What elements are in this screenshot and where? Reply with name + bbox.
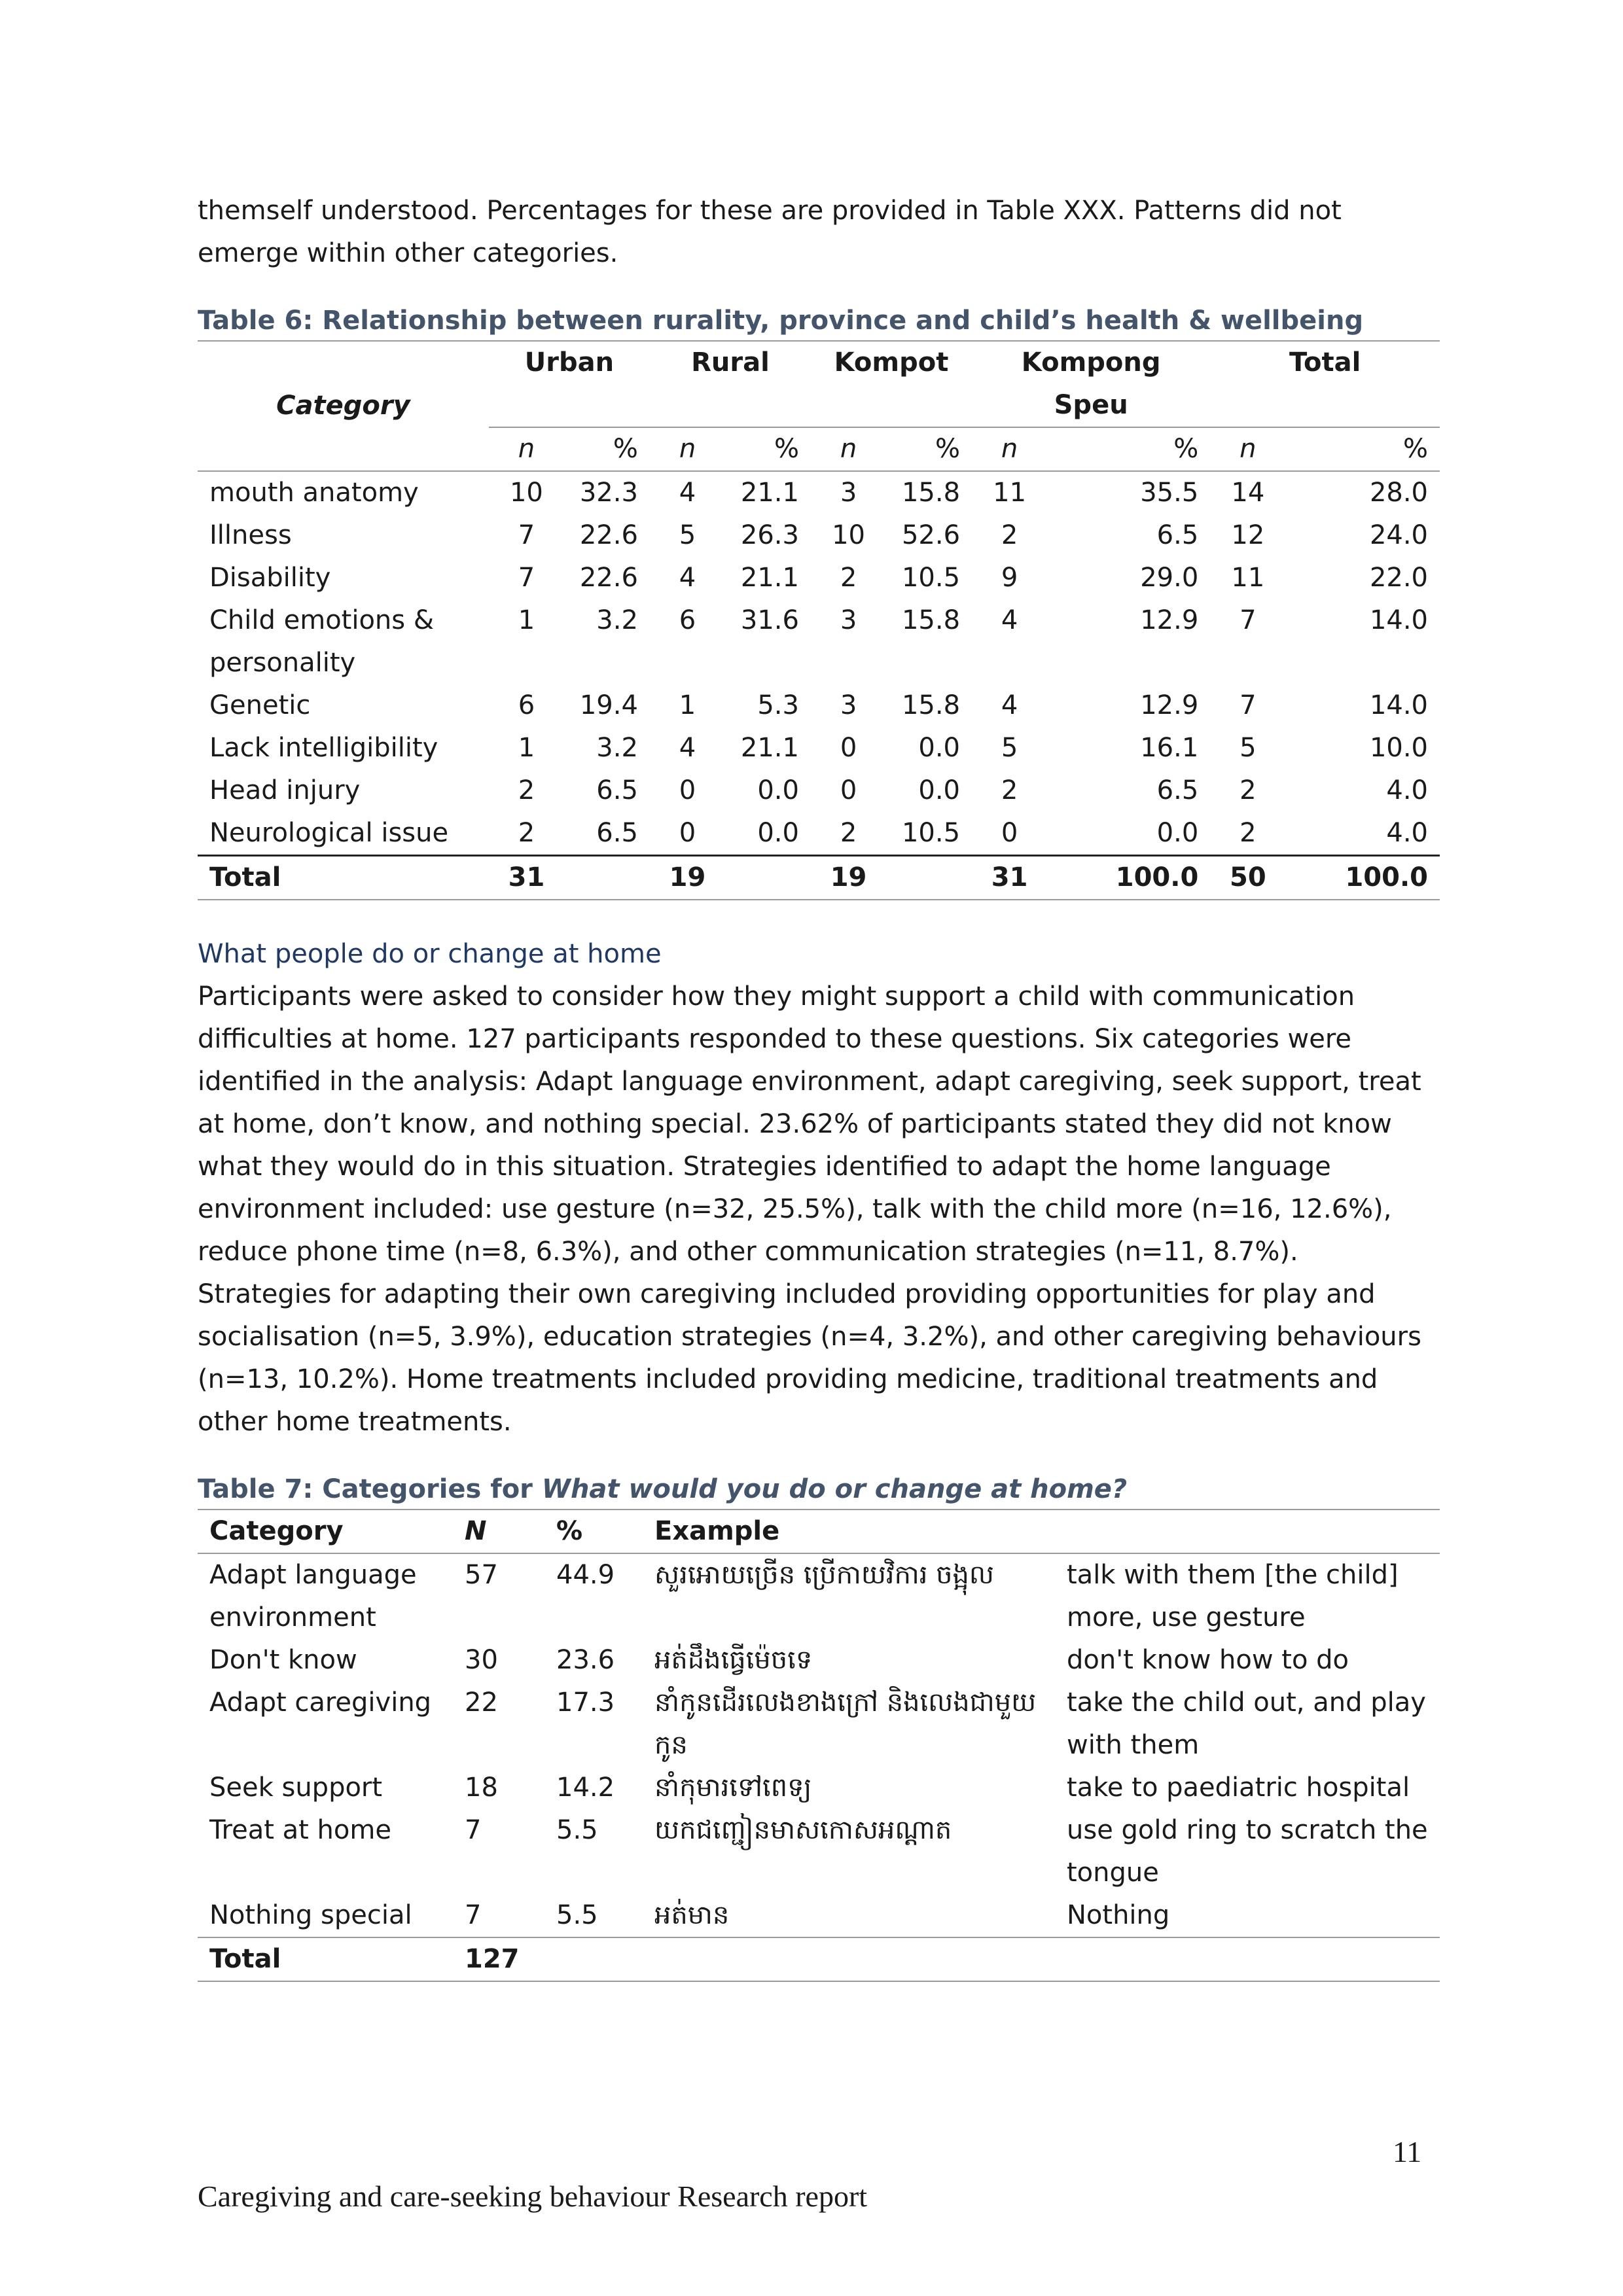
table6-n-cell: 5 <box>1240 733 1257 763</box>
table7-pct-cell: 44.9 <box>556 1560 615 1590</box>
table6-n-cell: 0 <box>679 818 696 848</box>
table7-caption-prefix: Table 7: Categories for <box>198 1474 542 1504</box>
table7-header-n: N <box>453 1510 544 1553</box>
table6-pct-cell: 12.9 <box>1140 690 1199 720</box>
table7-pct-cell: 5.5 <box>556 1900 598 1930</box>
table7-body <box>198 1553 1440 1981</box>
table7-caption <box>198 1470 1440 1509</box>
table6-group-header: Rural <box>650 341 811 427</box>
table6-pct-cell: 3.2 <box>596 733 638 763</box>
table6-body <box>198 471 1440 900</box>
table7-n-cell: 57 <box>465 1560 498 1590</box>
table6-pct-cell: 29.0 <box>1140 563 1199 593</box>
table-row <box>198 1682 1440 1767</box>
table6-row-label: Neurological issue <box>209 818 449 848</box>
page-number: 11 <box>1393 2135 1422 2168</box>
table6-pct-header: % <box>1047 427 1210 471</box>
table7-pct-cell: 14.2 <box>556 1773 615 1803</box>
table6-group-header: Total <box>1210 341 1440 427</box>
section-paragraph: Participants were asked to consider how they might support a child with communication difficulties at home. 127 participants responded to these questions. Six categories were identified in the analysis: Adapt language environment, adapt caregiving, seek support, treat at home, don’t know, and nothing special. 23.62% of participants stated they did not know what they would do in this situation. Strategies identified to adapt the home language environment included: use gesture (n=32, 25.5%), talk with the child more (n=16, 12.6%), reduce phone time (n=8, 6.3%), and other communication strategies (n=11, 8.7%). Strategies for adapting their own caregiving included providing opportunities for play and socialisation (n=5, 3.9%), education strategies (n=4, 3.2%), and other caregiving behaviours (n=13, 10.2%). Home treatments included providing medicine, traditional treatments and other home treatments. <box>198 981 1421 1437</box>
table6-pct-cell: 32.3 <box>579 478 638 508</box>
table7-total-row <box>198 1937 1440 1981</box>
table-row <box>198 599 1440 684</box>
table6-row-label: Total <box>198 856 489 900</box>
table7-english-example: talk with them [the child] more, use gesture <box>1067 1560 1399 1633</box>
table7-english-example: use gold ring to scratch the tongue <box>1067 1815 1428 1888</box>
table6-row-label: Child emotions & personality <box>209 605 435 678</box>
table6-pct-cell: 14.0 <box>1369 690 1428 720</box>
table6-n-cell: 2 <box>1240 818 1257 848</box>
table6-n-cell: 10 <box>509 478 543 508</box>
table7-category-cell: Seek support <box>209 1773 383 1803</box>
table7-category-cell: Don't know <box>209 1645 357 1675</box>
table6-pct-cell: 0.0 <box>918 775 961 805</box>
table6-n-cell: 19 <box>650 856 725 900</box>
table7-khmer-example: អត់មាន <box>654 1900 730 1930</box>
table6-pct-cell: 15.8 <box>901 605 961 635</box>
table7-english-example: take to paediatric hospital <box>1067 1773 1410 1803</box>
table7-n-cell: 7 <box>465 1815 482 1845</box>
table6-n-cell: 7 <box>518 520 535 550</box>
table6-pct-cell: 4.0 <box>1386 818 1428 848</box>
table6-pct-cell: 35.5 <box>1140 478 1199 508</box>
table-row <box>198 812 1440 856</box>
table6-n-cell: 4 <box>679 563 696 593</box>
table6-total-row <box>198 856 1440 900</box>
table7-khmer-example: អត់ដឹងធ្វើម៉េចទេ <box>654 1645 813 1675</box>
table6-n-cell: 11 <box>1231 563 1265 593</box>
table6-pct-cell: 15.8 <box>901 478 961 508</box>
document-page <box>198 190 1440 1982</box>
table6-row-label: Disability <box>209 563 331 593</box>
table6-n-cell: 1 <box>518 605 535 635</box>
table7-category-cell: Adapt caregiving <box>209 1687 432 1718</box>
table6-n-cell: 2 <box>1001 520 1018 550</box>
table6-n-header: n <box>1210 427 1285 471</box>
table6-row-label: Genetic <box>209 690 311 720</box>
table6-pct-cell: 19.4 <box>579 690 638 720</box>
table6-pct-cell: 21.1 <box>740 733 799 763</box>
table-row <box>198 471 1440 514</box>
table7-english-example: don't know how to do <box>1067 1645 1349 1675</box>
table7-category-cell: Adapt language environment <box>209 1560 417 1633</box>
table-row <box>198 1639 1440 1682</box>
table-row <box>198 769 1440 812</box>
table6-n-cell: 6 <box>518 690 535 720</box>
table7-caption-question: What would you do or change at home? <box>541 1474 1128 1504</box>
table7-n-cell: 18 <box>465 1773 498 1803</box>
table-row <box>198 1809 1440 1894</box>
table7-category-cell: Nothing special <box>209 1900 412 1930</box>
table6-row-label: Head injury <box>209 775 361 805</box>
table6-pct-cell: 6.5 <box>1156 520 1199 550</box>
table7-total-label: Total <box>198 1937 453 1981</box>
table6-pct-cell: 100.0 <box>1047 856 1210 900</box>
table6-n-cell: 31 <box>489 856 564 900</box>
table6-pct-cell: 0.0 <box>757 818 799 848</box>
table6-row-label: mouth anatomy <box>209 478 419 508</box>
table6-n-cell: 14 <box>1231 478 1265 508</box>
table6-n-cell: 4 <box>1001 690 1018 720</box>
table6-n-cell: 7 <box>1240 690 1257 720</box>
table7-total-n: 127 <box>453 1937 544 1981</box>
table6-pct-cell: 10.0 <box>1369 733 1428 763</box>
table6-n-cell: 5 <box>679 520 696 550</box>
table6-pct-header: % <box>1285 427 1440 471</box>
table7-khmer-example: យកជញ្ជៀនមាសកោសអណ្តាត <box>654 1815 952 1845</box>
table6-n-cell: 12 <box>1231 520 1265 550</box>
table6-n-cell: 3 <box>840 478 857 508</box>
table6-pct-cell: 52.6 <box>901 520 961 550</box>
table6-group-header: Kompot <box>811 341 972 427</box>
table6-n-cell: 3 <box>840 690 857 720</box>
table7-pct-cell: 5.5 <box>556 1815 598 1845</box>
table7-pct-cell: 17.3 <box>556 1687 615 1718</box>
table6-n-cell: 2 <box>518 818 535 848</box>
table6-pct-cell: 4.0 <box>1386 775 1428 805</box>
table6-pct-cell: 24.0 <box>1369 520 1428 550</box>
table6-n-cell: 3 <box>840 605 857 635</box>
table6-n-cell: 31 <box>972 856 1047 900</box>
table6-n-cell: 2 <box>1240 775 1257 805</box>
table6-n-cell: 9 <box>1001 563 1018 593</box>
table6-pct-cell: 3.2 <box>596 605 638 635</box>
table7 <box>198 1509 1440 1982</box>
table7-n-cell: 30 <box>465 1645 498 1675</box>
table6-pct-cell: 6.5 <box>596 818 638 848</box>
table7-header-pct: % <box>544 1510 643 1553</box>
table7-header-example: Example <box>643 1510 1440 1553</box>
table6-n-cell: 2 <box>840 818 857 848</box>
table7-english-example: Nothing <box>1067 1900 1170 1930</box>
table-row <box>198 684 1440 727</box>
table-row <box>198 1553 1440 1639</box>
table7-total-filler <box>544 1937 1440 1981</box>
table-row <box>198 727 1440 769</box>
table6-n-cell: 4 <box>679 733 696 763</box>
table6-pct-cell: 26.3 <box>740 520 799 550</box>
table6-n-cell: 11 <box>993 478 1027 508</box>
table6-pct-cell: 0.0 <box>757 775 799 805</box>
table6-n-cell: 2 <box>518 775 535 805</box>
table7-khmer-example: នាំកូនដើរលេងខាងក្រៅ និងលេងជាមួយកូន <box>654 1687 1037 1760</box>
table6-category-header: Category <box>198 341 489 471</box>
table6-row-label: Lack intelligibility <box>209 733 438 763</box>
table6-pct-cell: 14.0 <box>1369 605 1428 635</box>
table7-n-cell: 22 <box>465 1687 498 1718</box>
table6-n-cell: 4 <box>1001 605 1018 635</box>
table6-pct-cell: 6.5 <box>1156 775 1199 805</box>
table6-row-label: Illness <box>209 520 292 550</box>
table6-pct-cell: 5.3 <box>757 690 799 720</box>
table6-pct-cell: 22.6 <box>579 563 638 593</box>
footer-title: Caregiving and care-seeking behaviour Research report <box>198 2180 868 2213</box>
intro-paragraph: themself understood. Percentages for these are provided in Table XXX. Patterns did not emerge within other categories. <box>198 196 1342 268</box>
table6-pct-header: % <box>564 427 650 471</box>
table6-n-cell: 4 <box>679 478 696 508</box>
table7-khmer-example: សួរអោយច្រើន ប្រើកាយវិការ ចង្អុល <box>654 1560 994 1590</box>
table6-pct-cell: 6.5 <box>596 775 638 805</box>
table-row <box>198 557 1440 599</box>
table6-pct-cell: 22.6 <box>579 520 638 550</box>
table7-khmer-example: នាំកុមារទៅពេទ្យ <box>654 1773 812 1803</box>
table6-pct-cell: 0.0 <box>918 733 961 763</box>
table6-pct-cell <box>886 856 972 900</box>
table6-pct-cell: 0.0 <box>1156 818 1199 848</box>
table6-group-header: Kompong Speu <box>972 341 1210 427</box>
table-row <box>198 1894 1440 1937</box>
table6-n-header: n <box>650 427 725 471</box>
table6-n-header: n <box>489 427 564 471</box>
table6-pct-header: % <box>725 427 811 471</box>
table6 <box>198 340 1440 900</box>
table6-n-cell: 2 <box>1001 775 1018 805</box>
table6-n-cell: 5 <box>1001 733 1018 763</box>
table6-n-cell: 1 <box>518 733 535 763</box>
table6-n-cell: 1 <box>679 690 696 720</box>
table6-n-cell: 0 <box>840 733 857 763</box>
table-row <box>198 1767 1440 1809</box>
table6-caption: Table 6: Relationship between rurality, province and child’s health & wellbeing <box>198 306 1364 336</box>
table7-pct-cell: 23.6 <box>556 1645 615 1675</box>
table6-pct-cell: 28.0 <box>1369 478 1428 508</box>
table7-header-category: Category <box>198 1510 453 1553</box>
table6-pct-cell: 21.1 <box>740 478 799 508</box>
table7-n-cell: 7 <box>465 1900 482 1930</box>
table6-pct-cell <box>564 856 650 900</box>
table6-n-header: n <box>811 427 886 471</box>
table6-pct-cell: 31.6 <box>740 605 799 635</box>
table6-n-cell: 0 <box>679 775 696 805</box>
table7-category-cell: Treat at home <box>209 1815 391 1845</box>
table6-n-cell: 19 <box>811 856 886 900</box>
table6-pct-cell: 10.5 <box>901 818 961 848</box>
table6-pct-cell: 10.5 <box>901 563 961 593</box>
table6-pct-cell: 21.1 <box>740 563 799 593</box>
table6-n-cell: 0 <box>1001 818 1018 848</box>
table6-n-header: n <box>972 427 1047 471</box>
table6-n-cell: 50 <box>1210 856 1285 900</box>
table6-n-cell: 10 <box>832 520 865 550</box>
table6-n-cell: 7 <box>518 563 535 593</box>
table6-n-cell: 2 <box>840 563 857 593</box>
section-heading: What people do or change at home <box>198 939 662 969</box>
table-row <box>198 514 1440 557</box>
table6-n-cell: 7 <box>1240 605 1257 635</box>
table6-pct-header: % <box>886 427 972 471</box>
table6-pct-cell: 12.9 <box>1140 605 1199 635</box>
table6-pct-cell: 22.0 <box>1369 563 1428 593</box>
table6-pct-cell: 100.0 <box>1285 856 1440 900</box>
table7-english-example: take the child out, and play with them <box>1067 1687 1426 1760</box>
table6-pct-cell <box>725 856 811 900</box>
table6-pct-cell: 16.1 <box>1140 733 1199 763</box>
table6-pct-cell: 15.8 <box>901 690 961 720</box>
table6-n-cell: 6 <box>679 605 696 635</box>
table6-group-header: Urban <box>489 341 650 427</box>
table6-n-cell: 0 <box>840 775 857 805</box>
